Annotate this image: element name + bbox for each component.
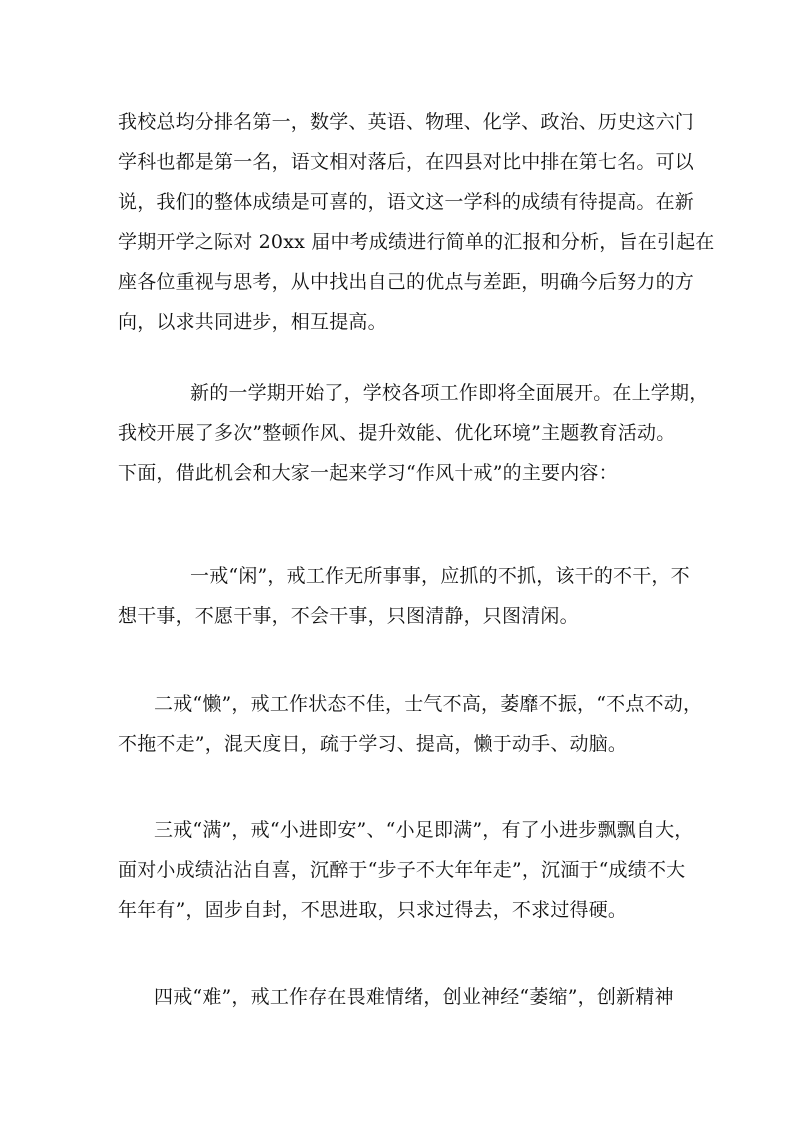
paragraph-1-line-1: 我校总均分排名第一，数学、英语、物理、化学、政治、历史这六门 bbox=[118, 111, 695, 133]
paragraph-5-line-3: 年年有”，固步自封，不思进取，只求过得去，不求过得硬。 bbox=[118, 899, 628, 921]
paragraph-3-line-1: 一戒“闲”，戒工作无所事事，应抓的不抓，该干的不干，不 bbox=[190, 565, 690, 587]
paragraph-2-line-2: 我校开展了多次”整顿作风、提升效能、优化环境”主题教育活动。 bbox=[118, 422, 676, 444]
paragraph-1-line-3: 说，我们的整体成绩是可喜的，语文这一学科的成绩有待提高。在新 bbox=[118, 191, 695, 213]
paragraph-2-line-3: 下面，借此机会和大家一起来学习“作风十戒”的主要内容： bbox=[118, 462, 618, 484]
paragraph-4-line-2: 不拖不走”，混天度日，疏于学习、提高，懒于动手、动脑。 bbox=[118, 733, 628, 755]
paragraph-4-line-1: 二戒“懒”，戒工作状态不佳，士气不高，萎靡不振，“不点不动， bbox=[154, 693, 703, 715]
paragraph-6-line-1: 四戒“难”，戒工作存在畏难情绪，创业神经“萎缩”，创新精神 bbox=[154, 986, 674, 1008]
paragraph-1-line-2: 学科也都是第一名，语文相对落后，在四县对比中排在第七名。可以 bbox=[118, 151, 695, 173]
paragraph-1-line-4: 学期开学之际对 20xx 届中考成绩进行简单的汇报和分析，旨在引起在 bbox=[118, 231, 715, 253]
paragraph-1-line-6: 向，以求共同进步，相互提高。 bbox=[118, 311, 387, 333]
paragraph-3-line-2: 想干事，不愿干事，不会干事，只图清静，只图清闲。 bbox=[118, 605, 579, 627]
paragraph-5-line-2: 面对小成绩沾沾自喜，沉醉于“步子不大年年走”，沉湎于“成绩不大 bbox=[118, 859, 686, 881]
paragraph-2-line-1: 新的一学期开始了，学校各项工作即将全面展开。在上学期， bbox=[190, 382, 709, 404]
paragraph-1-line-5: 座各位重视与思考，从中找出自己的优点与差距，明确今后努力的方 bbox=[118, 271, 695, 293]
paragraph-5-line-1: 三戒“满”，戒“小进即安”、“小足即满”，有了小进步飘飘自大， bbox=[154, 819, 694, 841]
